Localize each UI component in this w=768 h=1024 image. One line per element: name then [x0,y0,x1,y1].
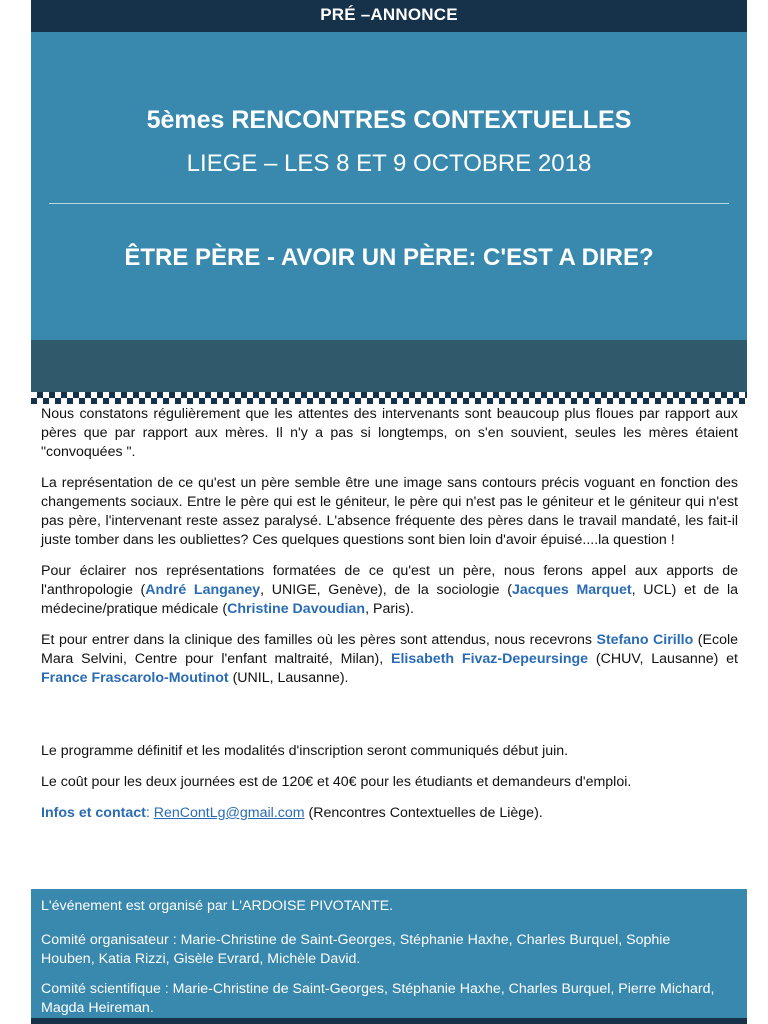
text-span: (CHUV, Lausanne) et [588,651,738,667]
contact-email-link[interactable]: RenContLg@gmail.com [153,805,305,821]
scientific-committee: Comité scientifique : Marie-Christine de Saint-Georges, Stéphanie Haxhe, Charles Burquel, Pierre Michard, Magda Heireman. [41,981,715,1016]
speaker-name: Jacques Marquet [511,582,632,598]
speaker-name: Elisabeth Fivaz-Depeursinge [391,651,589,667]
event-theme: ÊTRE PÈRE - AVOIR UN PÈRE: C'EST A DIRE? [124,244,654,271]
pre-announce-bar [31,0,747,32]
cost-paragraph: Le coût pour les deux journées est de 120€ et 40€ pour les étudiants et demandeurs d'emploi. [41,774,632,790]
text-span: Et pour entrer dans la clinique des familles où les pères sont attendus, nous recevrons [41,632,597,648]
organizer-footer [31,889,747,1018]
organizing-committee: Comité organisateur : Marie-Christine de Saint-Georges, Stéphanie Haxhe, Charles Burquel, Sophie Houben, Katia Rizzi, Gisèle Evrard, Michèle David. [41,932,671,967]
hero-panel [31,32,747,340]
text-span: Pour éclairer nos représentations formatées de ce qu'est un père, nous ferons appel aux apports de l'anthropologie ( [41,563,738,598]
program-paragraph: Le programme définitif et les modalités d'inscription seront communiqués début juin. [41,743,569,759]
clinic-paragraph [41,631,738,688]
hero-dark-band [31,340,747,392]
announcement-banner [31,0,747,404]
pre-announce-label: PRÉ –ANNONCE [320,5,458,24]
speaker-name: France Frascarolo-Moutinot [41,670,229,686]
contact-rest: (Rencontres Contextuelles de Liège). [304,805,543,821]
hero-divider [49,203,729,204]
contact-paragraph [41,804,738,823]
intro-paragraph: Nous constatons régulièrement que les attentes des intervenants sont beaucoup plus floues par rapport aux pères que par rapport aux mères. Il n'y a pas si longtemps, on s'en souvient, seules les mères étaient "convoquées ". [41,406,738,460]
text-span: (Ecole Mara Selvini, Centre pour l'enfant maltraité, Milan), [41,632,739,667]
event-title: 5èmes RENCONTRES CONTEXTUELLES [146,106,632,134]
speaker-name: Stefano Cirillo [596,632,694,648]
text-span: , UNIGE, Genève), de la sociologie ( [260,582,512,598]
checkered-divider [31,392,747,404]
speaker-name: Christine Davoudian [227,601,366,617]
organizer-line: L'événement est organisé par L'ARDOISE PIVOTANTE. [41,898,394,914]
text-span: , Paris). [365,601,414,617]
speakers-paragraph [41,562,738,619]
event-location-date: LIEGE – LES 8 ET 9 OCTOBRE 2018 [186,150,592,177]
text-span: (UNIL, Lausanne). [228,670,349,686]
announcement-body [41,405,738,835]
representation-paragraph: La représentation de ce qu'est un père semble être une image sans contours précis voguant en fonction des changements sociaux. Entre le père qui est le géniteur, le père qui n'est pas le géniteur et le géniteur qui n'est pas père, l'intervenant reste assez paralysé. L'absence fréquente des pères dans le travail mandaté, les fait-il juste tomber dans les oubliettes? Ces quelques questions sont bien loin d'avoir épuisé....la question ! [41,475,738,548]
contact-label: Infos et contact [41,805,146,821]
speaker-name: André Langaney [145,582,261,598]
bottom-bar [31,1018,747,1024]
contact-colon: : [145,805,154,821]
text-span: , UCL) et de la médecine/pratique médicale ( [41,582,739,617]
spacer [41,700,738,742]
